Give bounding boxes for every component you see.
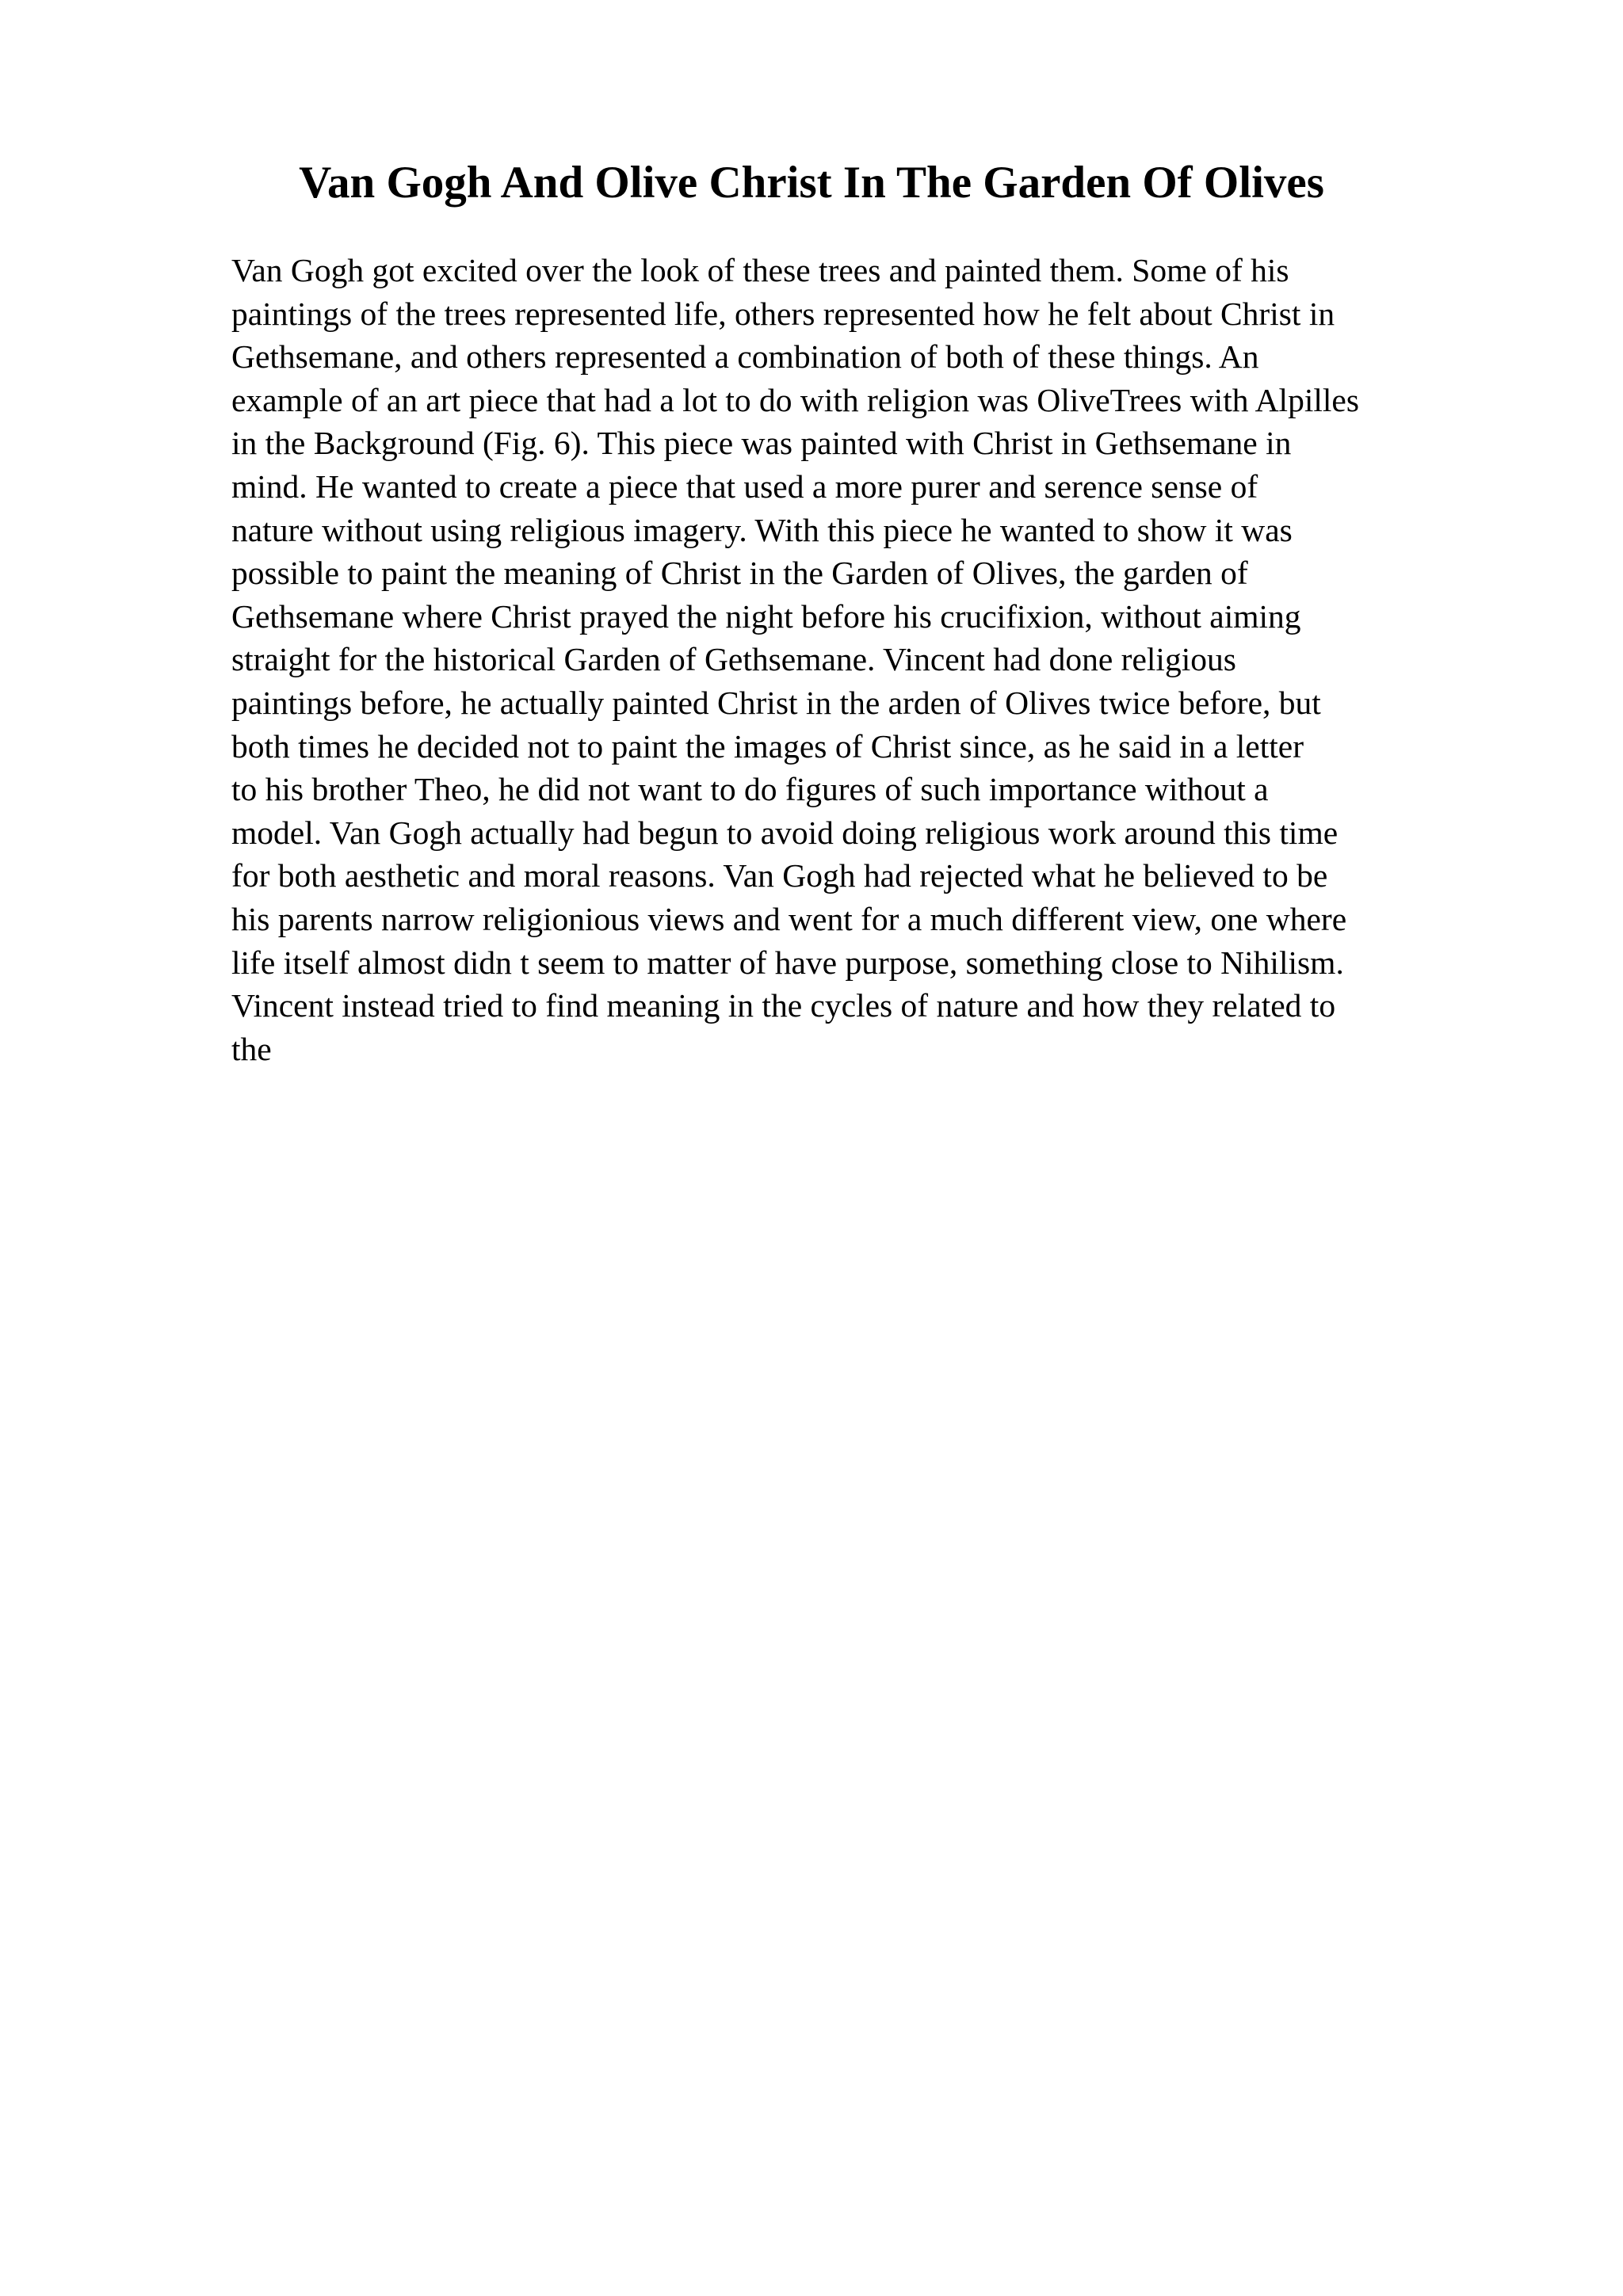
body-line: the (231, 1030, 272, 1067)
body-line: mind. He wanted to create a piece that used a more purer and serence sense of (231, 467, 1258, 505)
document-title: Van Gogh And Olive Christ In The Garden Of Olives (299, 158, 1324, 208)
body-line: Gethsemane where Christ prayed the night before his crucifixion, without aiming (231, 597, 1301, 635)
body-line: paintings before, he actually painted Christ in the arden of Olives twice before, but (231, 684, 1321, 721)
document-body (231, 249, 1359, 1070)
body-line: straight for the historical Garden of Gethsemane. Vincent had done religious (231, 641, 1236, 678)
body-line: possible to paint the meaning of Christ in the Garden of Olives, the garden of (231, 555, 1248, 592)
body-line: to his brother Theo, he did not want to do figures of such importance without a (231, 771, 1269, 808)
body-line: life itself almost didn t seem to matter of have purpose, something close to Nihilism. (231, 944, 1344, 981)
body-line: for both aesthetic and moral reasons. Van Gogh had rejected what he believed to be (231, 857, 1328, 894)
body-line: Vincent instead tried to find meaning in the cycles of nature and how they related to (231, 987, 1336, 1024)
body-line: paintings of the trees represented life, others represented how he felt about Christ in (231, 295, 1335, 332)
body-line: Gethsemane, and others represented a combination of both of these things. An (231, 338, 1259, 376)
body-line: his parents narrow religionious views and went for a much different view, one where (231, 900, 1347, 937)
body-line: both times he decided not to paint the images of Christ since, as he said in a letter (231, 727, 1304, 765)
body-line: Van Gogh got excited over the look of these trees and painted them. Some of his (231, 252, 1289, 288)
body-line: nature without using religious imagery. With this piece he wanted to show it was (231, 511, 1293, 548)
body-line: example of an art piece that had a lot to do with religion was OliveTrees with Alpilles (231, 381, 1359, 418)
body-line: in the Background (Fig. 6). This piece was painted with Christ in Gethsemane in (231, 425, 1292, 462)
body-line: model. Van Gogh actually had begun to avoid doing religious work around this time (231, 814, 1338, 851)
